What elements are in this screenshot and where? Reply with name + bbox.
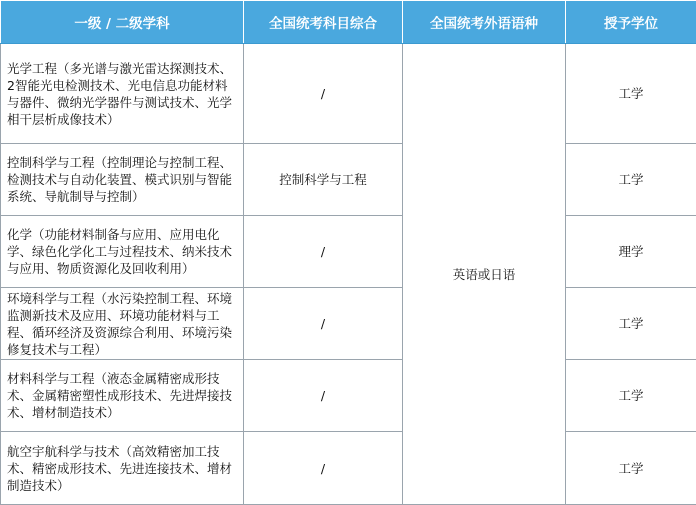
table-row: [1, 288, 696, 360]
table-row: [1, 360, 696, 432]
exam-cell: /: [244, 432, 403, 505]
exam-cell: /: [244, 360, 403, 432]
subject-cell: 材料科学与工程（液态金属精密成形技术、金属精密塑性成形技术、先进焊接技术、增材制造技术）: [1, 360, 244, 432]
language-cell: 英语或日语: [403, 44, 566, 505]
degree-cell: 理学: [566, 216, 696, 288]
table-row: [1, 144, 696, 216]
exam-cell: 控制科学与工程: [244, 144, 403, 216]
header-exam: 全国统考科目综合: [244, 1, 403, 44]
table-row: [1, 44, 696, 144]
header-degree: 授予学位: [566, 1, 696, 44]
table-row: [1, 432, 696, 505]
subject-cell: 航空宇航科学与技术（高效精密加工技术、精密成形技术、先进连接技术、增材制造技术）: [1, 432, 244, 505]
subject-cell: 环境科学与工程（水污染控制工程、环境监测新技术及应用、环境功能材料与工程、循环经济及资源综合利用、环境污染修复技术与工程）: [1, 288, 244, 360]
degree-cell: 工学: [566, 144, 696, 216]
degree-cell: 工学: [566, 288, 696, 360]
degree-cell: 工学: [566, 432, 696, 505]
header-language: 全国统考外语语种: [403, 1, 566, 44]
subject-cell: 光学工程（多光谱与激光雷达探测技术、2智能光电检测技术、光电信息功能材料与器件、微纳光学器件与测试技术、光学相干层析成像技术）: [1, 44, 244, 144]
exam-cell: /: [244, 44, 403, 144]
degree-cell: 工学: [566, 360, 696, 432]
exam-cell: /: [244, 216, 403, 288]
header-subject: 一级 / 二级学科: [1, 1, 244, 44]
subject-cell: 控制科学与工程（控制理论与控制工程、检测技术与自动化装置、模式识别与智能系统、导航制导与控制）: [1, 144, 244, 216]
subject-cell: 化学（功能材料制备与应用、应用电化学、绿色化学化工与过程技术、纳米技术与应用、物质资源化及回收利用）: [1, 216, 244, 288]
table-header-row: [1, 1, 696, 44]
exam-cell: /: [244, 288, 403, 360]
table-row: [1, 216, 696, 288]
degree-cell: 工学: [566, 44, 696, 144]
